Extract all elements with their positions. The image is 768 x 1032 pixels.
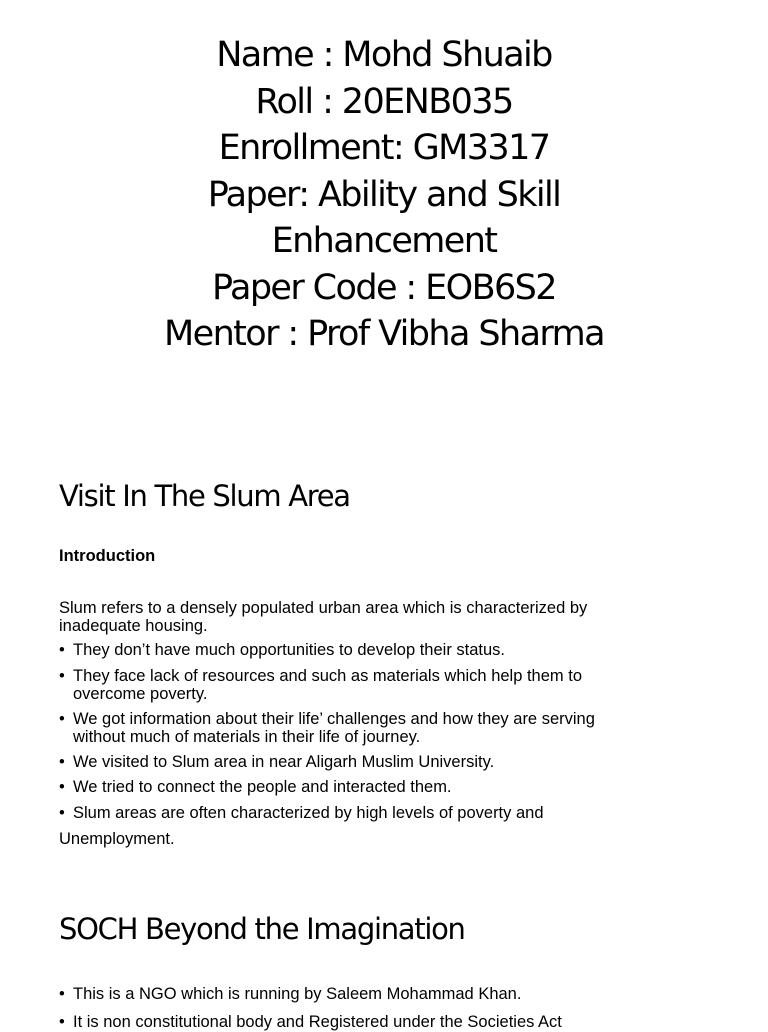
list-item-text: We visited to Slum area in near Aligarh Muslim University. [73, 753, 495, 771]
list-item-text-block [73, 668, 582, 703]
bullet-icon: • [59, 641, 65, 659]
list-item-text: They face lack of resources and such as materials which help them to [73, 667, 582, 685]
bullet-icon: • [59, 753, 65, 771]
title-paper-line: Paper: Ability and Skill [207, 174, 561, 215]
title-mentor-line: Mentor : Prof Vibha Sharma [164, 314, 604, 354]
bullet-icon: • [59, 710, 65, 728]
title-name-line: Name : Mohd Shuaib [216, 35, 552, 75]
title-paper-code-line: Paper Code : EOB6S2 [212, 267, 556, 308]
list-item-text: Slum areas are often characterized by high levels of poverty and [73, 804, 544, 822]
list-item [59, 986, 521, 1004]
title-enrollment-line: Enrollment: GM3317 [218, 128, 550, 168]
introduction-subheading: Introduction [59, 547, 156, 565]
list-item [59, 1014, 562, 1032]
list-item-text: They don’t have much opportunities to develop their status. [73, 641, 506, 659]
list-item-text-continued: overcome poverty. [73, 684, 208, 703]
section-heading-soch: SOCH Beyond the Imagination [59, 912, 465, 946]
list-item [59, 754, 494, 772]
list-item [59, 711, 595, 746]
intro-paragraph [59, 600, 587, 635]
list-item-text-continued: without much of materials in their life of journey. [73, 727, 421, 746]
bullet-icon: • [59, 804, 65, 822]
bullet-icon: • [59, 778, 65, 796]
list-item [59, 668, 582, 703]
bullet-icon: • [59, 667, 65, 685]
list-item-text-block [73, 711, 595, 746]
list-item [59, 642, 505, 660]
list-item-text: This is a NGO which is running by Saleem Mohammad Khan. [73, 985, 522, 1003]
bullet-icon: • [59, 985, 65, 1003]
section-heading-slum-visit: Visit In The Slum Area [59, 479, 350, 513]
list-item-text: We got information about their life’ challenges and how they are serving [73, 710, 595, 728]
trailing-line: Unemployment. [59, 830, 175, 848]
list-item-text: We tried to connect the people and interacted them. [73, 778, 452, 796]
title-paper-line-continued: Enhancement [271, 221, 497, 261]
intro-line-2: inadequate housing. [59, 616, 208, 635]
intro-line-1: Slum refers to a densely populated urban area which is characterized by [59, 599, 588, 617]
list-item [59, 779, 452, 797]
bullet-icon: • [59, 1013, 65, 1031]
list-item [59, 805, 544, 823]
title-roll-line: Roll : 20ENB035 [255, 81, 513, 122]
title-block [0, 32, 768, 358]
list-item-text: It is non constitutional body and Registered under the Societies Act [73, 1013, 562, 1031]
